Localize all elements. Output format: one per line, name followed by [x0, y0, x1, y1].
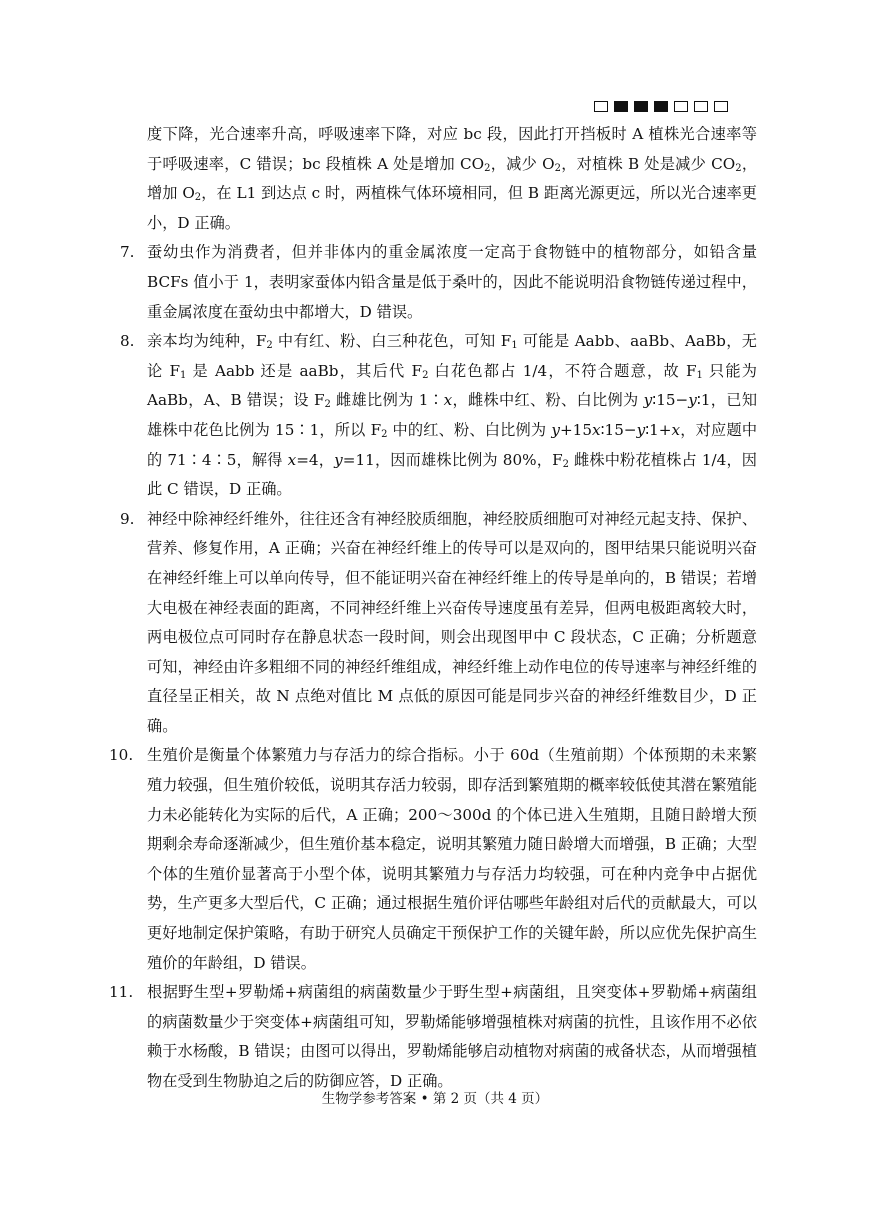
answer-6-continuation: 度下降，光合速率升高，呼吸速率下降，对应 bc 段，因此打开挡板时 A 植株光合速率等于呼吸速率，C 错误；bc 段植株 A 处是增加 $CO_2$，减少 $O_2$，对植株 B 处是减少 $CO_2$，增加 $O_2$，在 L1 到达点 c 时，两植株气体环境相同，但 B 距离光源更远，所以光合速率更小，D 正确。 [147, 125, 758, 232]
answer-10: 10. 生殖价是衡量个体繁殖力与存活力的综合指标。小于 60d（生殖前期）个体预期的未来繁殖力较强，但生殖价较低，说明其存活力较弱，即存活到繁殖期的概率较低使其潜在繁殖能力未必能转化为实际的后代，A 正确；200～300d 的个体已进入生殖期，且随日龄增大预期剩余寿命逐渐减少，但生殖价基本稳定，说明其繁殖力随日龄增大而增强，B 正确；大型个体的生殖价显著高于小型个体，说明其繁殖力与存活力均较强，可在种内竞争中占据优势，生产更多大型后代，C 正确；通过根据生殖价评估哪些年龄组对后代的贡献最大，可以更好地制定保护策略，有助于研究人员确定干预保护工作的关键年龄，所以应优先保护高生殖价的年龄组，D 错误。 [117, 741, 757, 978]
answer-8: 8. 亲本均为纯种，$F_2$ 中有红、粉、白三种花色，可知 $F_1$ 可能是 Aabb、aaBb、AaBb，无论 $F_1$ 是 Aabb 还是 aaBb，其后代 $F_2$ 白花色都占 1/4，不符合题意，故 $F_1$ 只能为 AaBb，A、B 错误；设 $F_2$ 雌雄比例为 1∶x，雌株中红、粉、白比例为 y∶15−y∶1，已知雄株中花色比例为 15∶1，所以 $F_2$ 中的红、粉、白比例为 y+15x∶15−y∶1+x，对应题中的 71∶4∶5，解得 x=4，y=11，因而雄株比例为 80%，$F_2$ 雌株中粉花植株占 1/4，因此 C 错误，D 正确。 [117, 327, 757, 505]
answer-number: 10. [109, 746, 134, 765]
answer-11: 11. 根据野生型+罗勒烯+病菌组的病菌数量少于野生型+病菌组，且突变体+罗勒烯+病菌组的病菌数量少于突变体+病菌组可知，罗勒烯能够增强植株对病菌的抗性，且该作用不必依赖于水杨酸，B 错误；由图可以得出，罗勒烯能够启动植物对病菌的戒备状态，从而增强植物在受到生物胁迫之后的防御应答，D 正确。 [117, 978, 757, 1096]
answer-content [109, 120, 758, 1097]
answer-9: 9. 神经中除神经纤维外，往往还含有神经胶质细胞，神经胶质细胞可对神经元起支持、保护、营养、修复作用，A 正确；兴奋在神经纤维上的传导可以是双向的，图甲结果只能说明兴奋在神经纤维上可以单向传导，但不能证明兴奋在神经纤维上的传导是单向的，B 错误；若增大电极在神经表面的距离，不同神经纤维上兴奋传导速度虽有差异，但两电极距离较大时，两电极位点可同时存在静息状态一段时间，则会出现图甲中 C 段状态，C 正确；分析题意可知，神经由许多粗细不同的神经纤维组成，神经纤维上动作电位的传导速率与神经纤维的直径呈正相关，故 N 点绝对值比 M 点低的原因可能是同步兴奋的神经纤维数目少，D 正确。 [117, 505, 757, 742]
progress-square-2 [614, 101, 628, 112]
page-progress-marks [594, 101, 728, 112]
progress-square-7 [714, 101, 728, 112]
progress-square-3 [634, 101, 648, 112]
progress-square-6 [694, 101, 708, 112]
progress-square-5 [674, 101, 688, 112]
answer-number: 11. [109, 983, 134, 1002]
answer-number: 8. [120, 332, 135, 351]
answer-7: 7. 蚕幼虫作为消费者，但并非体内的重金属浓度一定高于食物链中的植物部分，如铅含量 BCFs 值小于 1，表明家蚕体内铅含量是低于桑叶的，因此不能说明沿食物链传递过程中，重金属浓度在蚕幼虫中都增大，D 错误。 [117, 238, 757, 327]
progress-square-1 [594, 101, 608, 112]
answer-number: 7. [120, 243, 135, 262]
page-footer: 生物学参考答案 • 第 2 页（共 4 页） [321, 1091, 549, 1107]
progress-square-4 [654, 101, 668, 112]
answer-number: 9. [120, 509, 135, 528]
